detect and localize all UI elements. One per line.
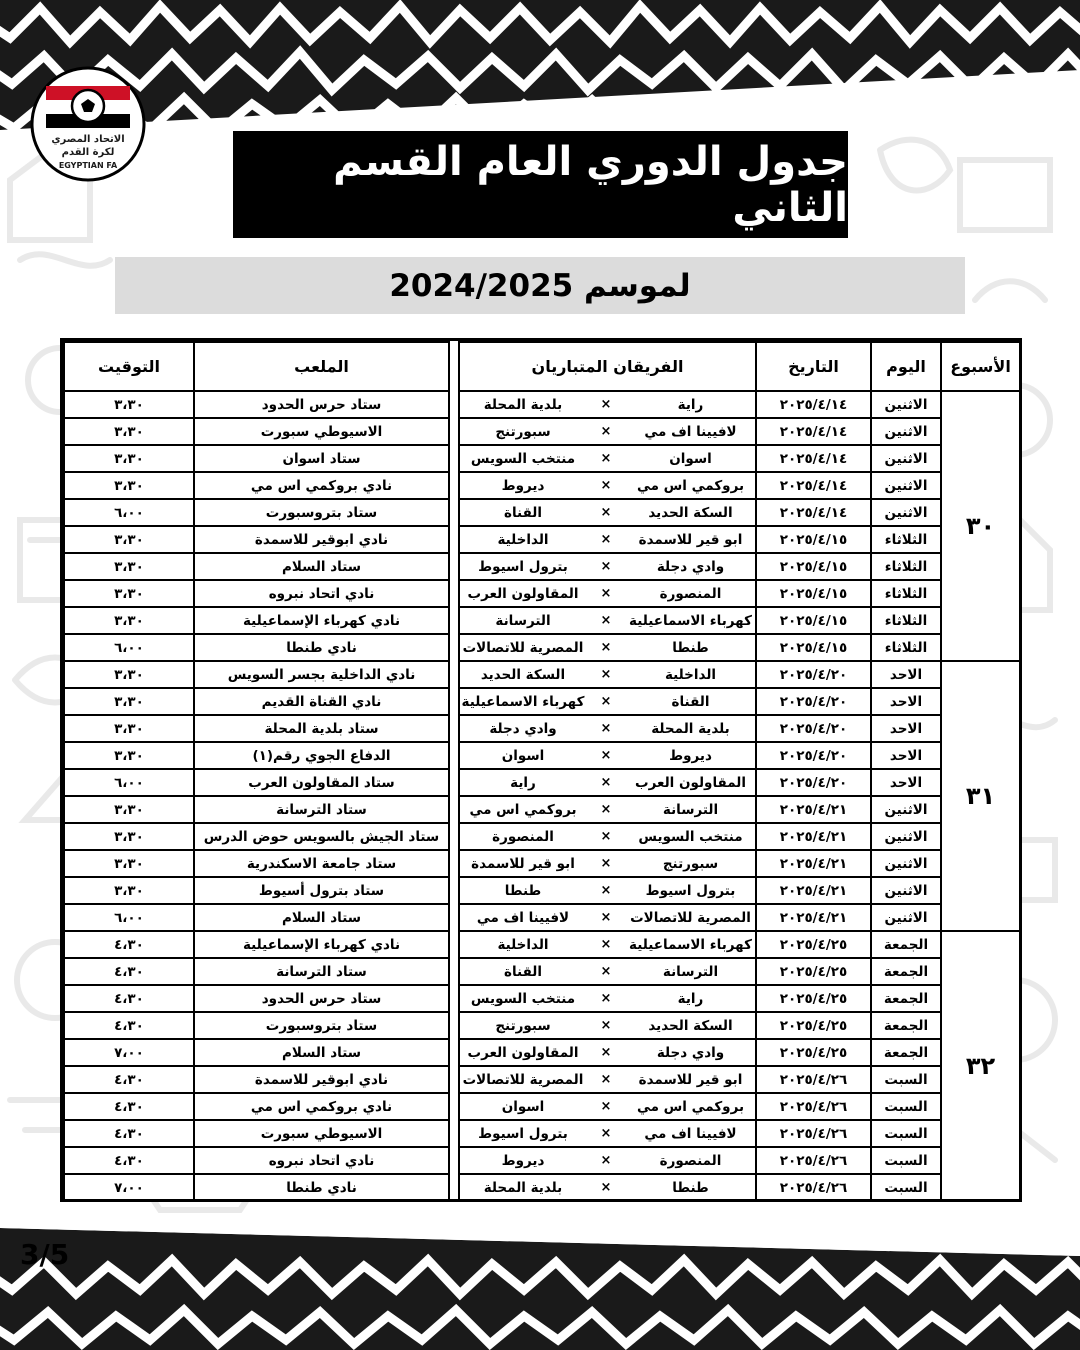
gap-cell: [449, 1174, 459, 1201]
stadium-cell: ستاد بتروسبورت: [194, 499, 449, 526]
away-team-cell: بترول اسيوط: [459, 1120, 586, 1147]
gap-cell: [449, 796, 459, 823]
home-team-cell: كهرباء الاسماعيلية: [626, 931, 756, 958]
vs-cell: ×: [586, 715, 626, 742]
vs-cell: ×: [586, 1147, 626, 1174]
home-team-cell: السكة الحديد: [626, 1012, 756, 1039]
home-team-cell: كهرباء الاسماعيلية: [626, 607, 756, 634]
gap-cell: [449, 445, 459, 472]
table-row: [64, 985, 1020, 1012]
date-cell: ٢٠٢٥/٤/١٤: [756, 472, 871, 499]
home-team-cell: الداخلية: [626, 661, 756, 688]
date-cell: ٢٠٢٥/٤/٢٠: [756, 742, 871, 769]
day-cell: الجمعة: [871, 931, 941, 958]
gap-cell: [449, 1039, 459, 1066]
table-row: [64, 1174, 1020, 1201]
home-team-cell: اسوان: [626, 445, 756, 472]
time-cell: ٤،٣٠: [64, 1093, 194, 1120]
gap-cell: [449, 661, 459, 688]
gap-cell: [449, 580, 459, 607]
time-cell: ٧،٠٠: [64, 1039, 194, 1066]
away-team-cell: المقاولون العرب: [459, 1039, 586, 1066]
vs-cell: ×: [586, 796, 626, 823]
time-cell: ٣،٣٠: [64, 661, 194, 688]
date-cell: ٢٠٢٥/٤/٢٥: [756, 1012, 871, 1039]
gap-cell: [449, 877, 459, 904]
date-cell: ٢٠٢٥/٤/٢٦: [756, 1120, 871, 1147]
gap-cell: [449, 688, 459, 715]
table-row: [64, 769, 1020, 796]
time-cell: ٤،٣٠: [64, 1120, 194, 1147]
table-row: [64, 1147, 1020, 1174]
gap-cell: [449, 634, 459, 661]
away-team-cell: اسوان: [459, 1093, 586, 1120]
gap-cell: [449, 715, 459, 742]
stadium-cell: ستاد السلام: [194, 1039, 449, 1066]
header-gap: [449, 342, 459, 391]
table-row: [64, 580, 1020, 607]
vs-cell: ×: [586, 1039, 626, 1066]
date-cell: ٢٠٢٥/٤/٢٦: [756, 1174, 871, 1201]
date-cell: ٢٠٢٥/٤/١٥: [756, 526, 871, 553]
away-team-cell: طنطا: [459, 877, 586, 904]
date-cell: ٢٠٢٥/٤/٢١: [756, 877, 871, 904]
vs-cell: ×: [586, 1012, 626, 1039]
table-row: [64, 850, 1020, 877]
time-cell: ٤،٣٠: [64, 1012, 194, 1039]
table-row: [64, 472, 1020, 499]
day-cell: الثلاثاء: [871, 634, 941, 661]
home-team-cell: الترسانة: [626, 796, 756, 823]
day-cell: السبت: [871, 1147, 941, 1174]
gap-cell: [449, 499, 459, 526]
day-cell: الاثنين: [871, 823, 941, 850]
vs-cell: ×: [586, 985, 626, 1012]
table-row: [64, 553, 1020, 580]
table-row: [64, 391, 1020, 418]
gap-cell: [449, 553, 459, 580]
vs-cell: ×: [586, 1174, 626, 1201]
time-cell: ٣،٣٠: [64, 472, 194, 499]
gap-cell: [449, 769, 459, 796]
home-team-cell: طنطا: [626, 634, 756, 661]
week-number: ٣٢: [941, 931, 1020, 1201]
stadium-cell: نادي كهرباء الإسماعيلية: [194, 931, 449, 958]
gap-cell: [449, 526, 459, 553]
time-cell: ٦،٠٠: [64, 904, 194, 931]
time-cell: ٧،٠٠: [64, 1174, 194, 1201]
away-team-cell: الداخلية: [459, 931, 586, 958]
table-row: [64, 607, 1020, 634]
vs-cell: ×: [586, 850, 626, 877]
home-team-cell: وادي دجلة: [626, 553, 756, 580]
vs-cell: ×: [586, 769, 626, 796]
home-team-cell: بترول اسيوط: [626, 877, 756, 904]
schedule-table: [60, 338, 1022, 1202]
table-row: [64, 634, 1020, 661]
away-team-cell: ابو قير للاسمدة: [459, 850, 586, 877]
day-cell: الثلاثاء: [871, 580, 941, 607]
table-row: [64, 526, 1020, 553]
home-team-cell: المنصورة: [626, 1147, 756, 1174]
away-team-cell: الداخلية: [459, 526, 586, 553]
away-team-cell: منتخب السويس: [459, 445, 586, 472]
gap-cell: [449, 985, 459, 1012]
stadium-cell: ستاد بتروسبورت: [194, 1012, 449, 1039]
table-row: [64, 445, 1020, 472]
page-title: جدول الدوري العام القسم الثاني: [233, 131, 848, 238]
time-cell: ٤،٣٠: [64, 1066, 194, 1093]
table-header-row: [64, 342, 1020, 391]
vs-cell: ×: [586, 472, 626, 499]
time-cell: ٤،٣٠: [64, 1147, 194, 1174]
away-team-cell: راية: [459, 769, 586, 796]
time-cell: ٣،٣٠: [64, 445, 194, 472]
time-cell: ٣،٣٠: [64, 553, 194, 580]
day-cell: الثلاثاء: [871, 553, 941, 580]
day-cell: الاحد: [871, 661, 941, 688]
date-cell: ٢٠٢٥/٤/١٤: [756, 499, 871, 526]
vs-cell: ×: [586, 688, 626, 715]
day-cell: الجمعة: [871, 985, 941, 1012]
day-cell: الاثنين: [871, 850, 941, 877]
vs-cell: ×: [586, 1093, 626, 1120]
date-cell: ٢٠٢٥/٤/٢٦: [756, 1093, 871, 1120]
date-cell: ٢٠٢٥/٤/٢٥: [756, 1039, 871, 1066]
table-row: [64, 688, 1020, 715]
time-cell: ٣،٣٠: [64, 580, 194, 607]
vs-cell: ×: [586, 1066, 626, 1093]
table-row: [64, 904, 1020, 931]
header-stadium: الملعب: [194, 342, 449, 391]
stadium-cell: نادي الداخلية بجسر السويس: [194, 661, 449, 688]
date-cell: ٢٠٢٥/٤/٢٠: [756, 715, 871, 742]
logo-text-line3: EGYPTIAN FA: [58, 161, 118, 170]
table-row: [64, 823, 1020, 850]
away-team-cell: المصرية للاتصالات: [459, 1066, 586, 1093]
table-row: [64, 958, 1020, 985]
time-cell: ٣،٣٠: [64, 877, 194, 904]
vs-cell: ×: [586, 1120, 626, 1147]
gap-cell: [449, 418, 459, 445]
day-cell: الجمعة: [871, 958, 941, 985]
vs-cell: ×: [586, 580, 626, 607]
gap-cell: [449, 742, 459, 769]
stadium-cell: ستاد جامعة الاسكندرية: [194, 850, 449, 877]
header-week: الأسبوع: [941, 342, 1020, 391]
date-cell: ٢٠٢٥/٤/١٤: [756, 445, 871, 472]
away-team-cell: السكة الحديد: [459, 661, 586, 688]
date-cell: ٢٠٢٥/٤/٢٦: [756, 1147, 871, 1174]
date-cell: ٢٠٢٥/٤/٢٥: [756, 931, 871, 958]
vs-cell: ×: [586, 931, 626, 958]
away-team-cell: بترول اسيوط: [459, 553, 586, 580]
home-team-cell: المنصورة: [626, 580, 756, 607]
vs-cell: ×: [586, 877, 626, 904]
time-cell: ٣،٣٠: [64, 715, 194, 742]
away-team-cell: لافيينا اف مي: [459, 904, 586, 931]
stadium-cell: الاسيوطي سبورت: [194, 1120, 449, 1147]
day-cell: الجمعة: [871, 1012, 941, 1039]
table-row: [64, 1120, 1020, 1147]
page-indicator: 3/5: [20, 1238, 70, 1271]
stadium-cell: نادي طنطا: [194, 634, 449, 661]
table-row: [64, 1093, 1020, 1120]
day-cell: الاثنين: [871, 904, 941, 931]
time-cell: ٣،٣٠: [64, 823, 194, 850]
date-cell: ٢٠٢٥/٤/٢٥: [756, 985, 871, 1012]
table-row: [64, 796, 1020, 823]
season-label: لموسم 2024/2025: [115, 257, 965, 314]
header-time: التوقيت: [64, 342, 194, 391]
away-team-cell: منتخب السويس: [459, 985, 586, 1012]
away-team-cell: ديروط: [459, 1147, 586, 1174]
football-icon: [72, 90, 104, 122]
date-cell: ٢٠٢٥/٤/٢١: [756, 823, 871, 850]
stadium-cell: ستاد المقاولون العرب: [194, 769, 449, 796]
home-team-cell: لافيينا اف مي: [626, 1120, 756, 1147]
home-team-cell: بروكمي اس مي: [626, 1093, 756, 1120]
home-team-cell: المصرية للاتصالات: [626, 904, 756, 931]
home-team-cell: الترسانة: [626, 958, 756, 985]
gap-cell: [449, 958, 459, 985]
day-cell: السبت: [871, 1093, 941, 1120]
stadium-cell: الدفاع الجوي رقم(١): [194, 742, 449, 769]
table-row: [64, 931, 1020, 958]
time-cell: ٤،٣٠: [64, 985, 194, 1012]
time-cell: ٣،٣٠: [64, 688, 194, 715]
time-cell: ٣،٣٠: [64, 526, 194, 553]
gap-cell: [449, 850, 459, 877]
week-number: ٣١: [941, 661, 1020, 931]
away-team-cell: بلدية المحلة: [459, 1174, 586, 1201]
stadium-cell: ستاد الترسانة: [194, 796, 449, 823]
vs-cell: ×: [586, 634, 626, 661]
stadium-cell: ستاد حرس الحدود: [194, 985, 449, 1012]
time-cell: ٣،٣٠: [64, 850, 194, 877]
home-team-cell: ابو قير للاسمدة: [626, 1066, 756, 1093]
home-team-cell: وادي دجلة: [626, 1039, 756, 1066]
gap-cell: [449, 1120, 459, 1147]
home-team-cell: راية: [626, 985, 756, 1012]
vs-cell: ×: [586, 526, 626, 553]
vs-cell: ×: [586, 823, 626, 850]
home-team-cell: بروكمي اس مي: [626, 472, 756, 499]
date-cell: ٢٠٢٥/٤/٢٠: [756, 688, 871, 715]
day-cell: الاثنين: [871, 445, 941, 472]
away-team-cell: اسوان: [459, 742, 586, 769]
stadium-cell: نادي طنطا: [194, 1174, 449, 1201]
day-cell: الاثنين: [871, 877, 941, 904]
table-row: [64, 715, 1020, 742]
day-cell: الاثنين: [871, 472, 941, 499]
away-team-cell: سبورتنج: [459, 418, 586, 445]
date-cell: ٢٠٢٥/٤/١٥: [756, 553, 871, 580]
stadium-cell: ستاد السلام: [194, 904, 449, 931]
date-cell: ٢٠٢٥/٤/١٤: [756, 418, 871, 445]
home-team-cell: السكة الحديد: [626, 499, 756, 526]
date-cell: ٢٠٢٥/٤/٢١: [756, 904, 871, 931]
away-team-cell: القناة: [459, 499, 586, 526]
date-cell: ٢٠٢٥/٤/١٥: [756, 607, 871, 634]
stadium-cell: ستاد اسوان: [194, 445, 449, 472]
date-cell: ٢٠٢٥/٤/٢٠: [756, 769, 871, 796]
date-cell: ٢٠٢٥/٤/٢٦: [756, 1066, 871, 1093]
vs-cell: ×: [586, 904, 626, 931]
gap-cell: [449, 1066, 459, 1093]
stadium-cell: نادي ابوقير للاسمدة: [194, 1066, 449, 1093]
stadium-cell: نادي اتحاد نبروه: [194, 1147, 449, 1174]
vs-cell: ×: [586, 418, 626, 445]
day-cell: الاحد: [871, 688, 941, 715]
date-cell: ٢٠٢٥/٤/٢٠: [756, 661, 871, 688]
day-cell: الاثنين: [871, 418, 941, 445]
home-team-cell: ديروط: [626, 742, 756, 769]
day-cell: الاحد: [871, 715, 941, 742]
table-row: [64, 1039, 1020, 1066]
time-cell: ٣،٣٠: [64, 742, 194, 769]
time-cell: ٣،٣٠: [64, 391, 194, 418]
day-cell: الثلاثاء: [871, 607, 941, 634]
vs-cell: ×: [586, 553, 626, 580]
time-cell: ٣،٣٠: [64, 607, 194, 634]
time-cell: ٦،٠٠: [64, 769, 194, 796]
top-zigzag-pattern: [0, 0, 1080, 130]
table-row: [64, 1066, 1020, 1093]
gap-cell: [449, 607, 459, 634]
home-team-cell: بلدية المحلة: [626, 715, 756, 742]
gap-cell: [449, 472, 459, 499]
gap-cell: [449, 823, 459, 850]
day-cell: الاحد: [871, 769, 941, 796]
table-row: [64, 661, 1020, 688]
day-cell: الاثنين: [871, 796, 941, 823]
day-cell: الاثنين: [871, 499, 941, 526]
time-cell: ٦،٠٠: [64, 634, 194, 661]
stadium-cell: ستاد حرس الحدود: [194, 391, 449, 418]
day-cell: السبت: [871, 1066, 941, 1093]
logo-text-line1: الاتحاد المصري: [51, 134, 125, 145]
vs-cell: ×: [586, 661, 626, 688]
home-team-cell: راية: [626, 391, 756, 418]
away-team-cell: المصرية للاتصالات: [459, 634, 586, 661]
table-row: [64, 499, 1020, 526]
table-row: [64, 418, 1020, 445]
gap-cell: [449, 1012, 459, 1039]
date-cell: ٢٠٢٥/٤/٢٥: [756, 958, 871, 985]
stadium-cell: نادي ابوقير للاسمدة: [194, 526, 449, 553]
away-team-cell: بروكمي اس مي: [459, 796, 586, 823]
stadium-cell: نادي بروكمي اس مي: [194, 472, 449, 499]
home-team-cell: سبورتنج: [626, 850, 756, 877]
egyptian-fa-logo: [30, 66, 146, 182]
away-team-cell: المقاولون العرب: [459, 580, 586, 607]
table-row: [64, 1012, 1020, 1039]
away-team-cell: ديروط: [459, 472, 586, 499]
away-team-cell: وادي دجلة: [459, 715, 586, 742]
stadium-cell: نادي كهرباء الإسماعيلية: [194, 607, 449, 634]
time-cell: ٣،٣٠: [64, 418, 194, 445]
day-cell: الاثنين: [871, 391, 941, 418]
home-team-cell: طنطا: [626, 1174, 756, 1201]
schedule-body: [64, 391, 1020, 1201]
day-cell: الثلاثاء: [871, 526, 941, 553]
time-cell: ٤،٣٠: [64, 958, 194, 985]
away-team-cell: القناة: [459, 958, 586, 985]
gap-cell: [449, 1147, 459, 1174]
stadium-cell: نادي القناة القديم: [194, 688, 449, 715]
vs-cell: ×: [586, 445, 626, 472]
date-cell: ٢٠٢٥/٤/٢١: [756, 796, 871, 823]
stadium-cell: ستاد الترسانة: [194, 958, 449, 985]
vs-cell: ×: [586, 742, 626, 769]
date-cell: ٢٠٢٥/٤/١٤: [756, 391, 871, 418]
date-cell: ٢٠٢٥/٤/١٥: [756, 634, 871, 661]
week-number: ٣٠: [941, 391, 1020, 661]
day-cell: الجمعة: [871, 1039, 941, 1066]
home-team-cell: القناة: [626, 688, 756, 715]
away-team-cell: سبورتنج: [459, 1012, 586, 1039]
vs-cell: ×: [586, 607, 626, 634]
home-team-cell: ابو قير للاسمدة: [626, 526, 756, 553]
stadium-cell: ستاد بلدية المحلة: [194, 715, 449, 742]
date-cell: ٢٠٢٥/٤/١٥: [756, 580, 871, 607]
home-team-cell: منتخب السويس: [626, 823, 756, 850]
gap-cell: [449, 1093, 459, 1120]
stadium-cell: ستاد بترول أسيوط: [194, 877, 449, 904]
vs-cell: ×: [586, 391, 626, 418]
header-day: اليوم: [871, 342, 941, 391]
home-team-cell: المقاولون العرب: [626, 769, 756, 796]
day-cell: الاحد: [871, 742, 941, 769]
stadium-cell: ستاد السلام: [194, 553, 449, 580]
stadium-cell: ستاد الجيش بالسويس حوض الدرس: [194, 823, 449, 850]
table-row: [64, 877, 1020, 904]
bottom-zigzag-pattern: [0, 1228, 1080, 1350]
time-cell: ٣،٣٠: [64, 796, 194, 823]
home-team-cell: لافيينا اف مي: [626, 418, 756, 445]
time-cell: ٦،٠٠: [64, 499, 194, 526]
day-cell: السبت: [871, 1174, 941, 1201]
away-team-cell: الترسانة: [459, 607, 586, 634]
away-team-cell: كهرباء الاسماعيلية: [459, 688, 586, 715]
vs-cell: ×: [586, 958, 626, 985]
header-date: التاريخ: [756, 342, 871, 391]
stadium-cell: نادي بروكمي اس مي: [194, 1093, 449, 1120]
gap-cell: [449, 904, 459, 931]
stadium-cell: نادي اتحاد نبروه: [194, 580, 449, 607]
away-team-cell: بلدية المحلة: [459, 391, 586, 418]
vs-cell: ×: [586, 499, 626, 526]
header-teams: الفريقان المتباريان: [459, 342, 756, 391]
gap-cell: [449, 391, 459, 418]
away-team-cell: المنصورة: [459, 823, 586, 850]
day-cell: السبت: [871, 1120, 941, 1147]
table-row: [64, 742, 1020, 769]
stadium-cell: الاسيوطي سبورت: [194, 418, 449, 445]
time-cell: ٤،٣٠: [64, 931, 194, 958]
logo-text-line2: لكرة القدم: [61, 147, 115, 158]
date-cell: ٢٠٢٥/٤/٢١: [756, 850, 871, 877]
gap-cell: [449, 931, 459, 958]
